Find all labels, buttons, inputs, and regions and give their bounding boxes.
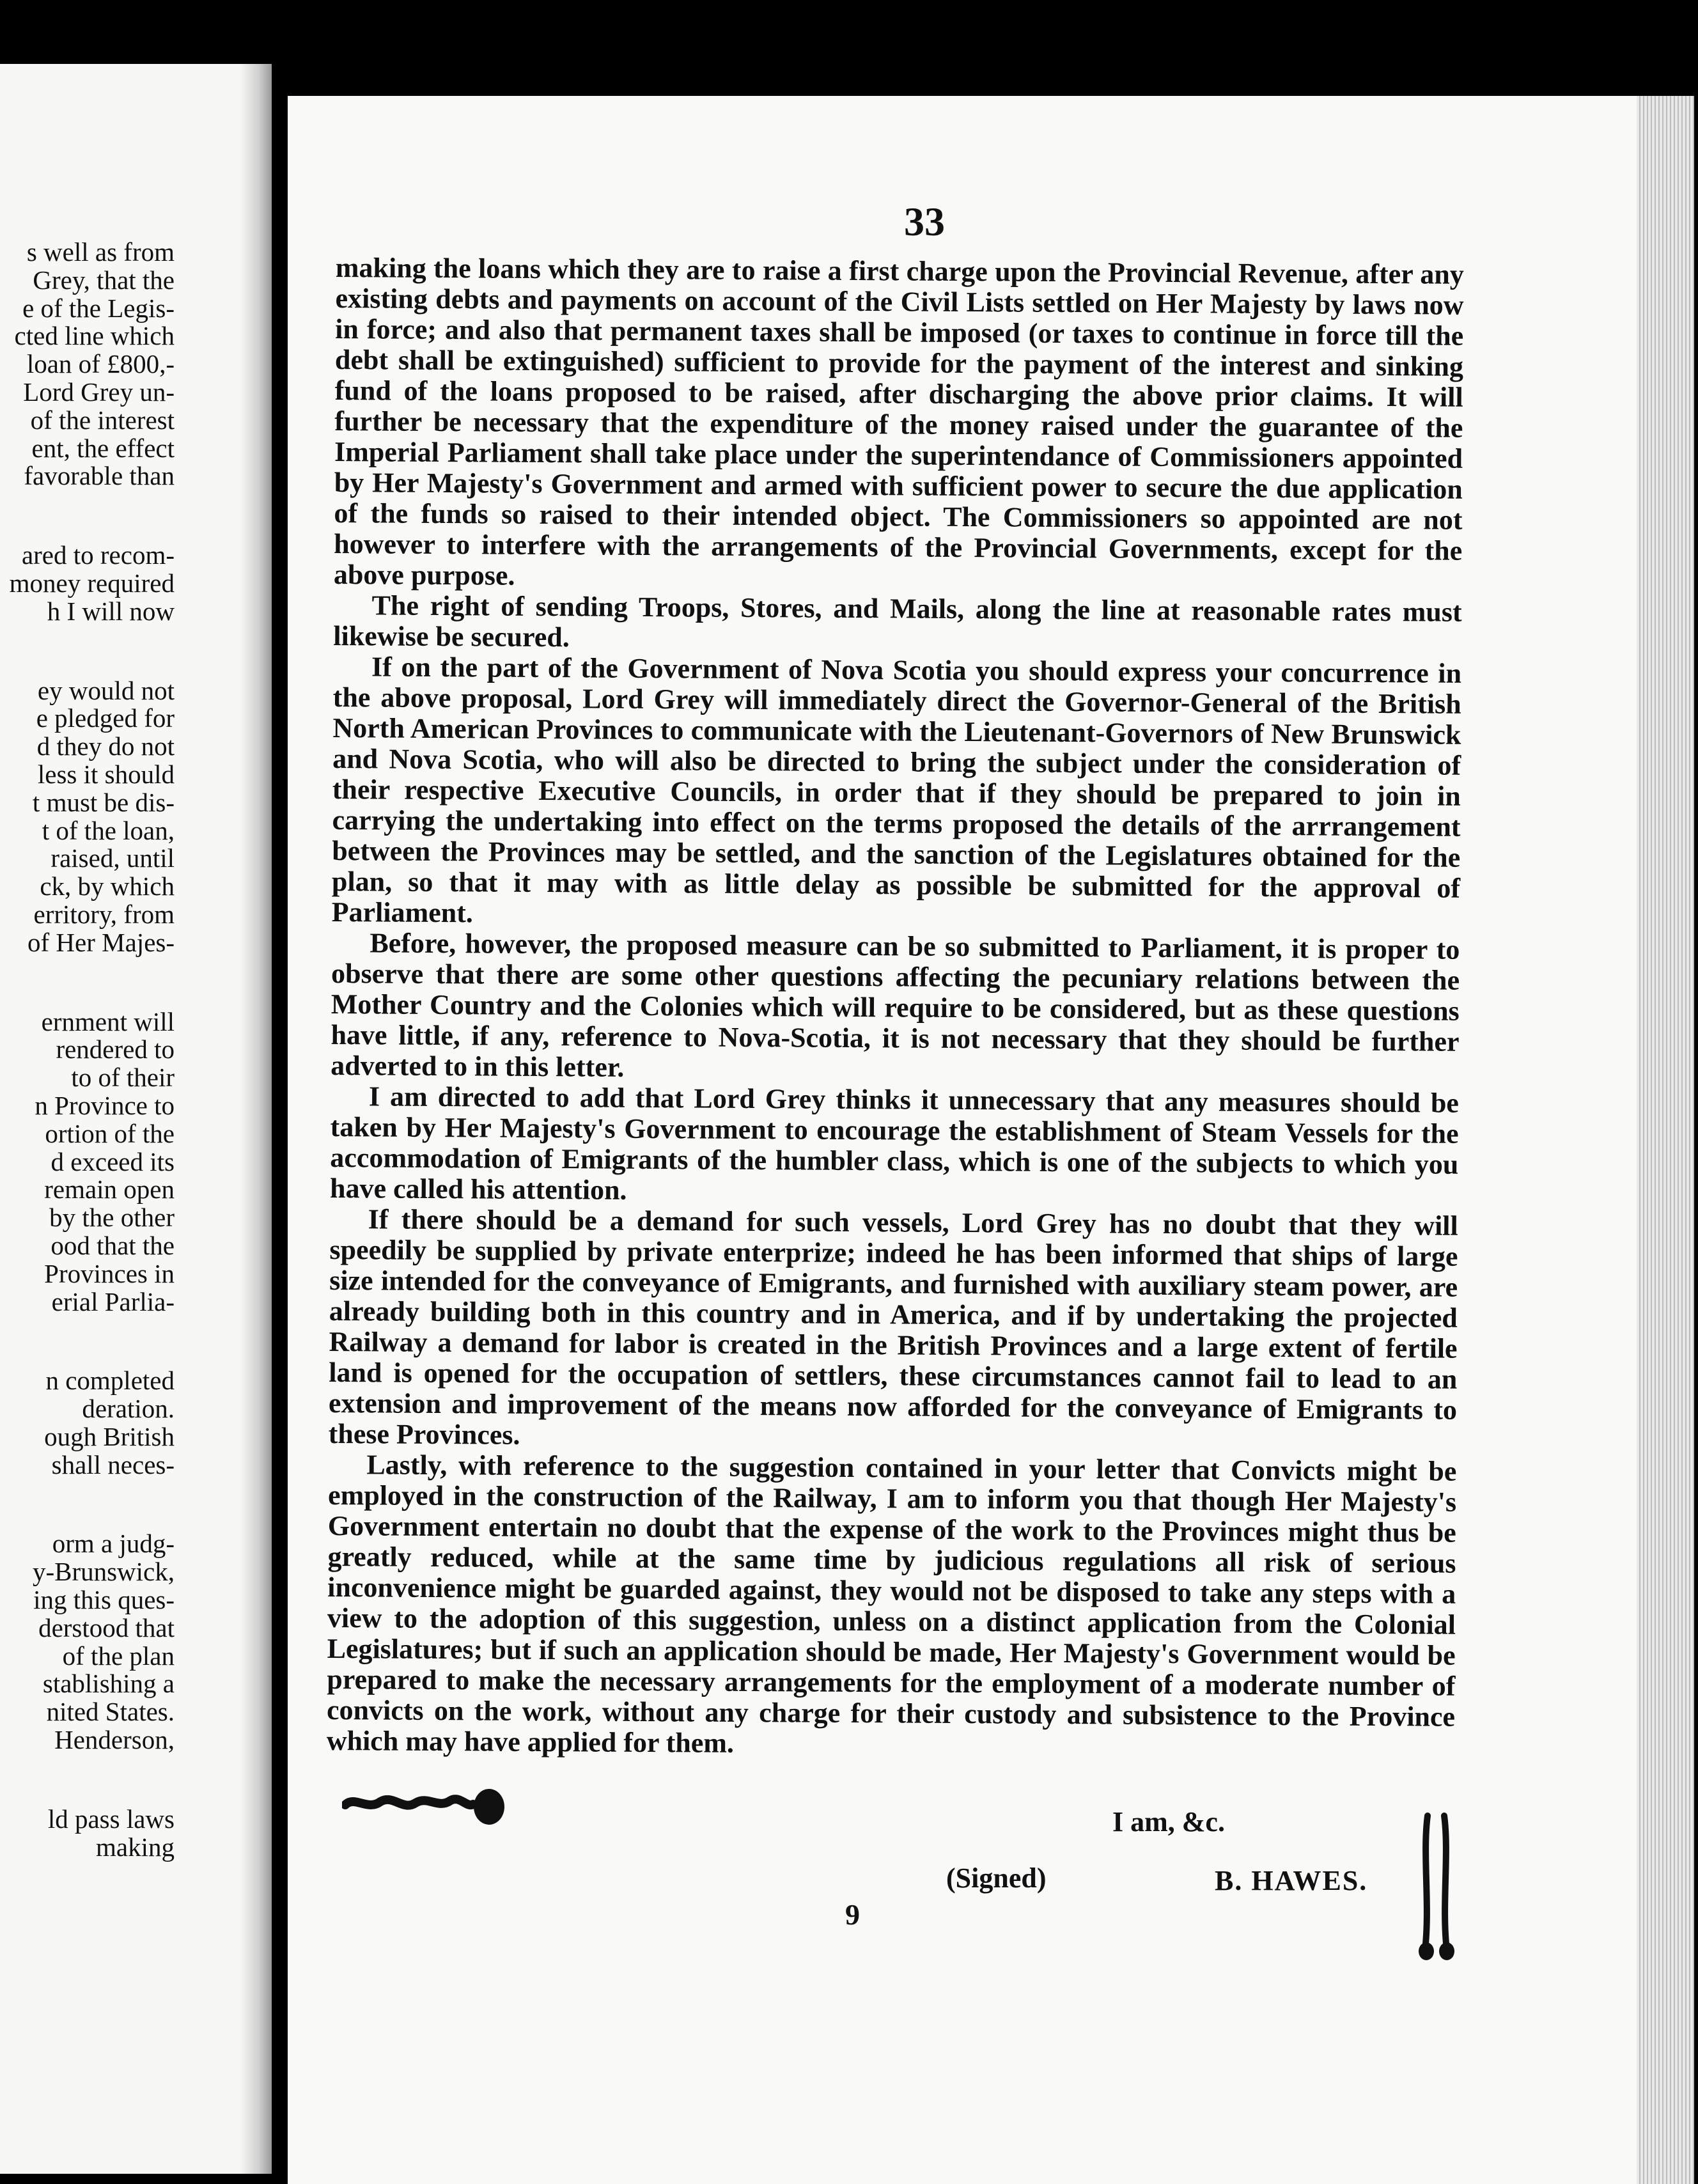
brace-mark (1416, 1809, 1461, 1963)
left-page-line: n Province to (35, 1090, 175, 1120)
left-page-line: ck, by which (40, 871, 175, 901)
left-page-line: t must be dis- (32, 787, 175, 817)
signature-row (831, 1862, 1406, 1900)
left-page-line: ortion of the (45, 1118, 175, 1148)
left-page-line: loan of £800,- (26, 349, 175, 379)
left-page-line: s well as from (26, 237, 175, 267)
letter-body (327, 253, 1464, 1763)
left-page-line: erritory, from (33, 899, 175, 929)
left-page-line: derstood that (38, 1612, 175, 1642)
left-page-line: ared to recom- (21, 540, 175, 570)
book-gutter (240, 64, 272, 2174)
left-page-line: ough British (44, 1421, 175, 1451)
left-page-line: e pledged for (36, 703, 175, 733)
left-page-line: ernment will (41, 1006, 175, 1036)
left-page-line: favorable than (24, 461, 175, 491)
left-page-line: of the plan (62, 1641, 175, 1671)
left-page (0, 64, 272, 2174)
left-page-line: Provinces in (44, 1258, 175, 1288)
left-page-line: d exceed its (51, 1146, 175, 1176)
left-page-line: Grey, that the (33, 265, 175, 295)
left-page-line: deration. (82, 1394, 175, 1424)
closing-line: I am, &c. (1112, 1806, 1225, 1837)
paragraph: I am directed to add that Lord Grey thinks it unnecessary that any measures should be taken by Her Majesty's Government to encourage the establishment of Steam Vessels for the accommodation of Emigrants of the humbler class, which is one of the subjects to which you have called his attention. (329, 1080, 1460, 1206)
left-page-line: nited States. (46, 1697, 175, 1727)
left-page-line: of Her Majes- (27, 927, 175, 957)
left-page-line: d they do not (36, 731, 175, 761)
left-page-line: raised, until (51, 843, 175, 873)
line-gap (0, 490, 175, 542)
left-page-line: Lord Grey un- (23, 377, 175, 407)
left-page-line: ld pass laws (47, 1804, 175, 1834)
line-gap (0, 1479, 175, 1530)
left-page-line: erial Parlia- (51, 1286, 175, 1316)
left-page-line: by the other (49, 1203, 175, 1233)
left-page-line: of the interest (30, 405, 175, 435)
paragraph: making the loans which they are to raise a first charge upon the Provincial Revenue, after any existing debts and payments on account of the Civil Lists settled on Her Majesty by laws now in force; and also that permanent taxes shall be imposed (or taxes to continue in force till the debt shall be extinguished) sufficient to provide for the payment of the interest and sinking fund of the loans proposed to be raised, after discharging the above prior claims. It will further be necessary that the expenditure of the money raised under the guarantee of the Imperial Parliament shall take place under the superintendance of Commissioners appointed by Her Majesty's Government and armed with sufficient power to secure the due application of the funds so raised to their intended object. The Commissioners so appointed are not however to interfere with the arrangements of the Provincial Governments, except for the above purpose. (333, 252, 1464, 591)
left-page-text (0, 238, 175, 1861)
left-page-line: e of the Legis- (22, 293, 175, 323)
left-page-line: money required (9, 568, 175, 598)
line-gap (0, 957, 175, 1008)
line-gap (0, 1316, 175, 1367)
left-page-line: less it should (37, 759, 175, 789)
paragraph: The right of sending Troops, Stores, and Mails, along the line at reasonable rates must likewise be secured. (333, 589, 1462, 653)
left-page-line: shall neces- (51, 1449, 175, 1479)
left-page-line: rendered to (56, 1034, 175, 1065)
paragraph: Before, however, the proposed measure can be so submitted to Parliament, it is proper to observe that there are some other questions affecting the pecuniary relations between the Mother Country and the Colonies which will require to be considered, but as these questions have little, if any, reference to Nova-Scotia, it is not necessary that they should be further adverted to in this letter. (331, 927, 1460, 1083)
left-page-line: ing this ques- (33, 1585, 175, 1615)
page-number: 33 (904, 199, 945, 244)
left-page-line: y-Brunswick, (32, 1557, 175, 1587)
left-page-line: t of the loan, (42, 815, 175, 845)
paragraph: If on the part of the Government of Nova Scotia you should express your concurrence in the above proposal, Lord Grey will immediately direct the Governor-General of the British North American Provinces to communicate with the Lieutenant-Governors of New Brunswick and Nova Scotia, who will also be directed to bring the subject under the consideration of their respective Executive Councils, in order that if they should be prepared to join in carrying the undertaking into effect on the terms proposed the details of the arrrangement between the Provinces may be settled, and the sanction of the Legislatures obtained for the plan, so that it may with as little delay as possible be submitted for the approval of Parliament. (331, 651, 1462, 929)
left-page-line: orm a judg- (52, 1529, 175, 1559)
left-page-line: cted line which (14, 321, 175, 351)
left-page-line: to of their (71, 1063, 175, 1093)
left-page-line: ey would not (37, 675, 175, 705)
sheet-number: 9 (845, 1898, 860, 1931)
ink-blot-mark (342, 1776, 508, 1827)
left-page-line: remain open (44, 1174, 175, 1205)
left-page-line: Henderson, (54, 1725, 175, 1755)
paragraph: Lastly, with reference to the suggestion contained in your letter that Convicts might be employed in the construction of the Railway, I am to inform you that though Her Majesty's Government entertain no doubt that the expense of the work to the Provinces might thus be greatly reduced, while at the same time by judicious regulations all risk of serious inconvenience might be guarded against, they would not be disposed to take any steps with a view to the adoption of this suggestion, unless on a distinct application from the Colonial Legislatures; but if such an application should be made, Her Majesty's Government would be prepared to make the necessary arrangements for the employment of a moderate number of convicts on the work, without any charge for their custody and subsistence to the Province which may have applied for them. (326, 1449, 1457, 1759)
signed-label: (Signed) (946, 1862, 1047, 1894)
left-page-line: making (96, 1832, 175, 1862)
line-gap (0, 626, 175, 677)
left-page-line: h I will now (47, 596, 175, 626)
left-page-line: n completed (45, 1366, 175, 1396)
signatory-name: B. HAWES. (1215, 1865, 1368, 1896)
line-gap (0, 1754, 175, 1806)
left-page-line: stablishing a (42, 1669, 175, 1699)
left-page-line: ent, the effect (31, 433, 175, 463)
left-page-line: ood that the (51, 1230, 175, 1260)
paragraph: If there should be a demand for such vessels, Lord Grey has no doubt that they will speedily be supplied by private enterprize; indeed he has been informed that ships of large size intended for the conveyance of Emigrants, and furnished with auxiliary steam power, are already building both in this country and in America, and if by undertaking the projected Railway a demand for labor is created in the British Provinces and a large extent of fertile land is opened for the occupation of settlers, these circumstances cannot fail to lead to an extension and improvement of the means now afforded for the conveyance of Emigrants to these Provinces. (328, 1203, 1458, 1451)
page-edges (1637, 96, 1694, 2184)
